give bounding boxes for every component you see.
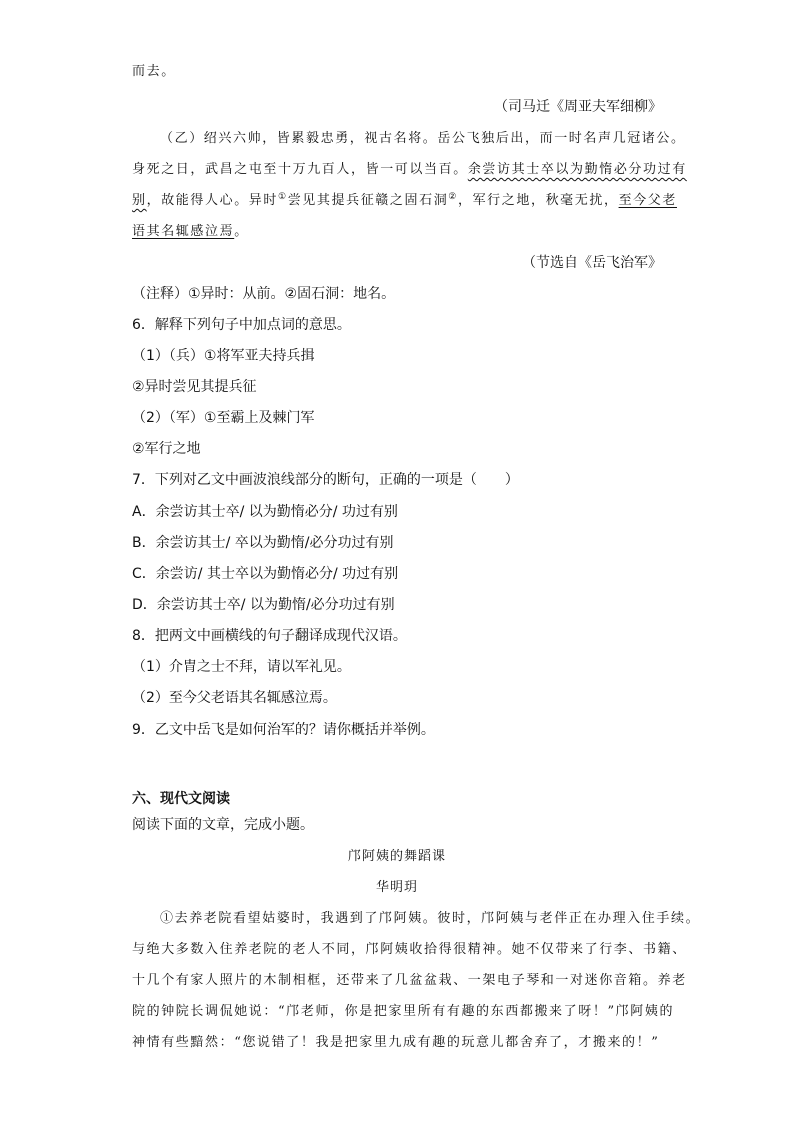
article-paragraph-line-5: 神情有些黯然：“您说错了！我是把家里九成有趣的玩意儿都舍弃了，才搬来的！” bbox=[132, 1035, 660, 1050]
question-6-1b: ②异时尝见其提兵征 bbox=[132, 379, 257, 395]
question-8-1: （1）介胄之士不拜，请以军礼见。 bbox=[132, 659, 351, 675]
question-6-2b: ②军行之地 bbox=[132, 441, 201, 457]
passage-b-line-3-text-3: ，军行之地，秋毫无扰， bbox=[457, 193, 619, 208]
question-8: 8．把两文中画横线的句子翻译成现代汉语。 bbox=[132, 628, 407, 644]
passage-b-source: （节选自《岳飞治军》 bbox=[522, 255, 662, 271]
passage-b-line-2-text: 身死之日，武昌之屯至十万九百人，皆一可以当百。 bbox=[132, 162, 468, 177]
question-6-1: （1）（兵）①将军亚夫持兵揖 bbox=[132, 348, 315, 364]
underlined-sentence-end: 语其名辄感泣焉 bbox=[132, 224, 235, 239]
question-7-option-d: D．余尝访其士卒/ 以为勤惰/必分功过有别 bbox=[132, 597, 395, 613]
question-7-option-c: C．余尝访/ 其士卒以为勤惰必分/ 功过有别 bbox=[132, 566, 399, 582]
question-7: 7．下列对乙文中画波浪线部分的断句，正确的一项是（ ） bbox=[132, 472, 519, 488]
passage-b-line-3-text: ，故能得人心。异时 bbox=[146, 193, 279, 208]
annotation: （注释）①异时：从前。②固石洞：地名。 bbox=[132, 286, 396, 302]
question-7-option-a: A．余尝访其士卒/ 以为勤惰必分/ 功过有别 bbox=[132, 504, 398, 520]
wavy-underlined-text: 余尝访其士卒以为勤惰必分功过有 bbox=[467, 162, 687, 177]
passage-b-line-4 bbox=[132, 222, 249, 242]
section-instruction: 阅读下面的文章，完成小题。 bbox=[132, 817, 314, 833]
passage-b-line-3 bbox=[132, 191, 677, 211]
note-marker-1: ① bbox=[278, 192, 288, 202]
passage-b-line-2 bbox=[132, 160, 687, 180]
note-marker-2: ② bbox=[448, 192, 458, 202]
wavy-underlined-text-end: 别 bbox=[132, 193, 147, 208]
section-heading: 六、现代文阅读 bbox=[132, 791, 230, 807]
passage-a-tail: 而去。 bbox=[132, 64, 176, 79]
question-9: 9．乙文中岳飞是如何治军的？请你概括并举例。 bbox=[132, 722, 435, 738]
article-paragraph-line-1: ①去养老院看望姑婆时，我遇到了邝阿姨。彼时，邝阿姨与老伴正在办理入住手续。 bbox=[160, 911, 701, 926]
question-8-2: （2）至今父老语其名辄感泣焉。 bbox=[132, 690, 337, 706]
article-paragraph-line-3: 十几个有家人照片的木制相框，还带来了几盆盆栽、一架电子琴和一对迷你音箱。养老 bbox=[132, 973, 687, 988]
passage-a-source: （司马迁《周亚夫军细柳》 bbox=[494, 99, 662, 115]
passage-b-line-3-text-2: 尝见其提兵征赣之固石洞 bbox=[287, 193, 449, 208]
article-paragraph-line-2: 与绝大多数入住养老院的老人不同，邝阿姨收拾得很精神。她不仅带来了行李、书籍、 bbox=[132, 942, 687, 957]
article-title: 邝阿姨的舞蹈课 bbox=[347, 849, 446, 864]
question-6: 6．解释下列句子中加点词的意思。 bbox=[132, 317, 351, 333]
passage-b-line-1: （乙）绍兴六帅，皆累毅忠勇，视古名将。岳公飞独后出，而一时名声几冠诸公。 bbox=[160, 131, 686, 146]
question-7-option-b: B．余尝访其士/ 卒以为勤惰/必分功过有别 bbox=[132, 535, 394, 551]
underlined-sentence-start: 至今父老 bbox=[618, 193, 677, 208]
article-paragraph-line-4: 院的钟院长调侃她说：“邝老师，你是把家里所有有趣的东西都搬来了呀！”邝阿姨的 bbox=[132, 1004, 675, 1019]
passage-b-line-4-end: 。 bbox=[234, 224, 249, 239]
question-6-2: （2）（军）①至霸上及棘门军 bbox=[132, 410, 315, 426]
article-author: 华明玥 bbox=[375, 880, 418, 895]
